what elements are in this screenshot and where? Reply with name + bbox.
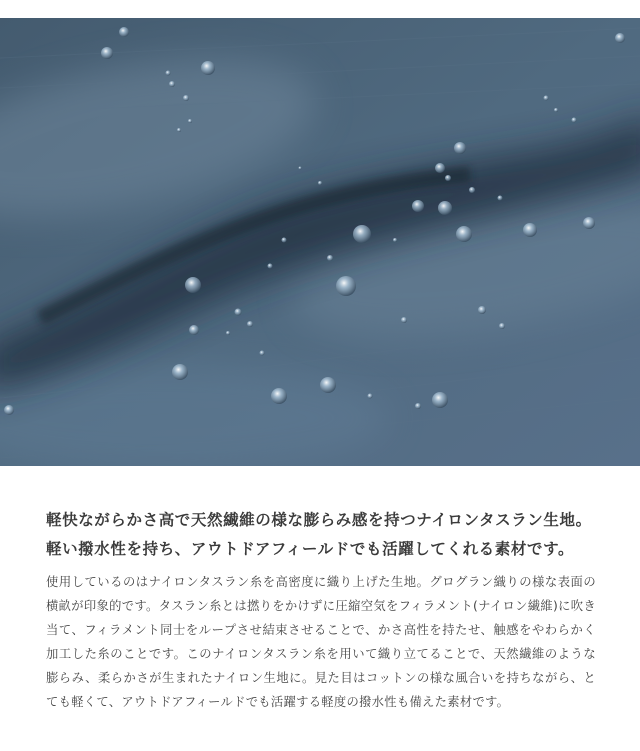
fabric-water-droplets-image [0,18,640,466]
body-description: 使用しているのはナイロンタスラン糸を高密度に織り上げた生地。グログラン織りの様な表面の横畝が印象的です。タスラン糸とは撚りをかけずに圧縮空気をフィラメント(ナイロン繊維)に吹き当て、フィラメント同士をループさせ結束させることで、かさ高性を持たせ、触感をやわらかく加工した糸のことです。このナイロンタスラン糸を用いて織り立てることで、天然繊維のような膨らみ、柔らかさが生まれたナイロン生地に。見た目はコットンの様な風合いを持ちながら、とても軽くて、アウトドアフィールドでも活躍する軽度の撥水性も備えた素材です。 [46,575,596,709]
fabric-photo [0,18,640,466]
headline: 軽快ながらかさ高で天然繊維の様な膨らみ感を持つナイロンタスラン生地。 軽い撥水性を持ち、アウトドアフィールドでも活躍してくれる素材です。 [46,511,592,558]
